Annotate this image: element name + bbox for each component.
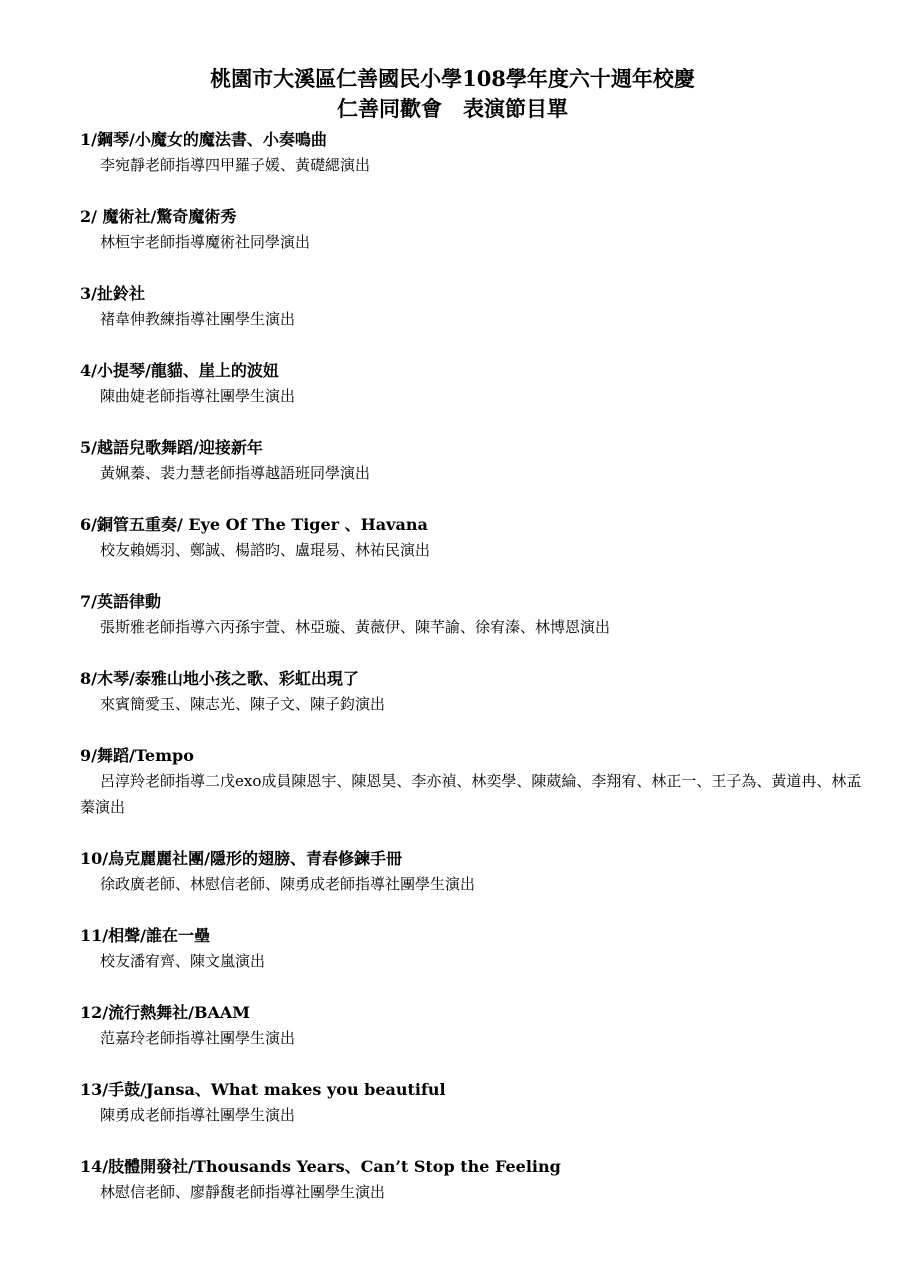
program-item-title: 12/流行熱舞社/BAAM: [80, 1003, 251, 1022]
program-item-performers: 徐政廣老師、林慰信老師、陳勇成老師指導社團學生演出: [100, 875, 476, 893]
program-item-7: [80, 590, 870, 640]
program-item-performers: 來賓簡愛玉、陳志光、陳子文、陳子鈞演出: [100, 695, 386, 713]
program-item-performers: 陳勇成老師指導社團學生演出: [100, 1106, 296, 1124]
program-item-8: [80, 667, 870, 717]
program-item-performers: 呂淳羚老師指導二戊exo成員陳恩宇、陳恩昊、李亦禎、林奕學、陳葳綸、李翔宥、林正一、王子為、黃道冉、林孟蓁演出: [80, 772, 862, 816]
program-item-title: 8/木琴/泰雅山地小孩之歌、彩虹出現了: [80, 669, 359, 688]
program-item-title: 7/英語律動: [80, 592, 161, 611]
document-subtitle: 仁善同歡會 表演節目單: [337, 96, 568, 121]
program-item-title: 3/扯鈴社: [80, 284, 145, 303]
program-item-2: [80, 205, 870, 255]
program-item-14: [80, 1155, 870, 1205]
program-item-performers: 校友潘宥齊、陳文嵐演出: [100, 952, 266, 970]
program-item-performers: 陳曲婕老師指導社團學生演出: [100, 387, 296, 405]
program-item-1: [80, 128, 870, 178]
program-item-performers: 李宛靜老師指導四甲羅子媛、黃礎緦演出: [100, 156, 371, 174]
program-item-title: 14/肢體開發社/Thousands Years、Can’t Stop the Feeling: [80, 1157, 561, 1176]
program-item-11: [80, 924, 870, 974]
program-item-performers: 褚韋伸教練指導社團學生演出: [100, 310, 296, 328]
program-item-title: 11/相聲/誰在一壘: [80, 926, 210, 945]
program-item-9: [80, 744, 870, 820]
document-title: 桃園市大溪區仁善國民小學108學年度六十週年校慶: [210, 66, 695, 91]
program-item-4: [80, 359, 870, 409]
program-item-10: [80, 847, 870, 897]
program-item-13: [80, 1078, 870, 1128]
program-item-title: 6/銅管五重奏/ Eye Of The Tiger 、Havana: [80, 515, 428, 534]
program-item-title: 1/鋼琴/小魔女的魔法書、小奏鳴曲: [80, 130, 327, 149]
program-item-title: 13/手鼓/Jansa、What makes you beautiful: [80, 1080, 446, 1099]
program-item-performers: 黃姵蓁、裴力慧老師指導越語班同學演出: [100, 464, 371, 482]
program-item-performers: 校友賴嫣羽、鄭誠、楊諮昀、盧琨易、林祐民演出: [100, 541, 431, 559]
program-list: [80, 128, 870, 1232]
program-item-performers: 林桓宇老師指導魔術社同學演出: [100, 233, 311, 251]
program-item-performers: 林慰信老師、廖靜馥老師指導社團學生演出: [100, 1183, 386, 1201]
program-item-12: [80, 1001, 870, 1051]
program-item-title: 9/舞蹈/Tempo: [80, 746, 194, 765]
program-item-title: 2/ 魔術社/驚奇魔術秀: [80, 207, 237, 226]
program-item-performers: 范嘉玲老師指導社團學生演出: [100, 1029, 296, 1047]
program-item-3: [80, 282, 870, 332]
program-item-title: 4/小提琴/龍貓、崖上的波妞: [80, 361, 279, 380]
program-item-title: 10/烏克麗麗社團/隱形的翅膀、青春修鍊手冊: [80, 849, 402, 868]
program-item-title: 5/越語兒歌舞蹈/迎接新年: [80, 438, 263, 457]
program-item-5: [80, 436, 870, 486]
program-item-performers: 張斯雅老師指導六丙孫宇萱、林亞璇、黃薇伊、陳芊諭、徐宥溱、林博恩演出: [100, 618, 611, 636]
program-item-6: [80, 513, 870, 563]
